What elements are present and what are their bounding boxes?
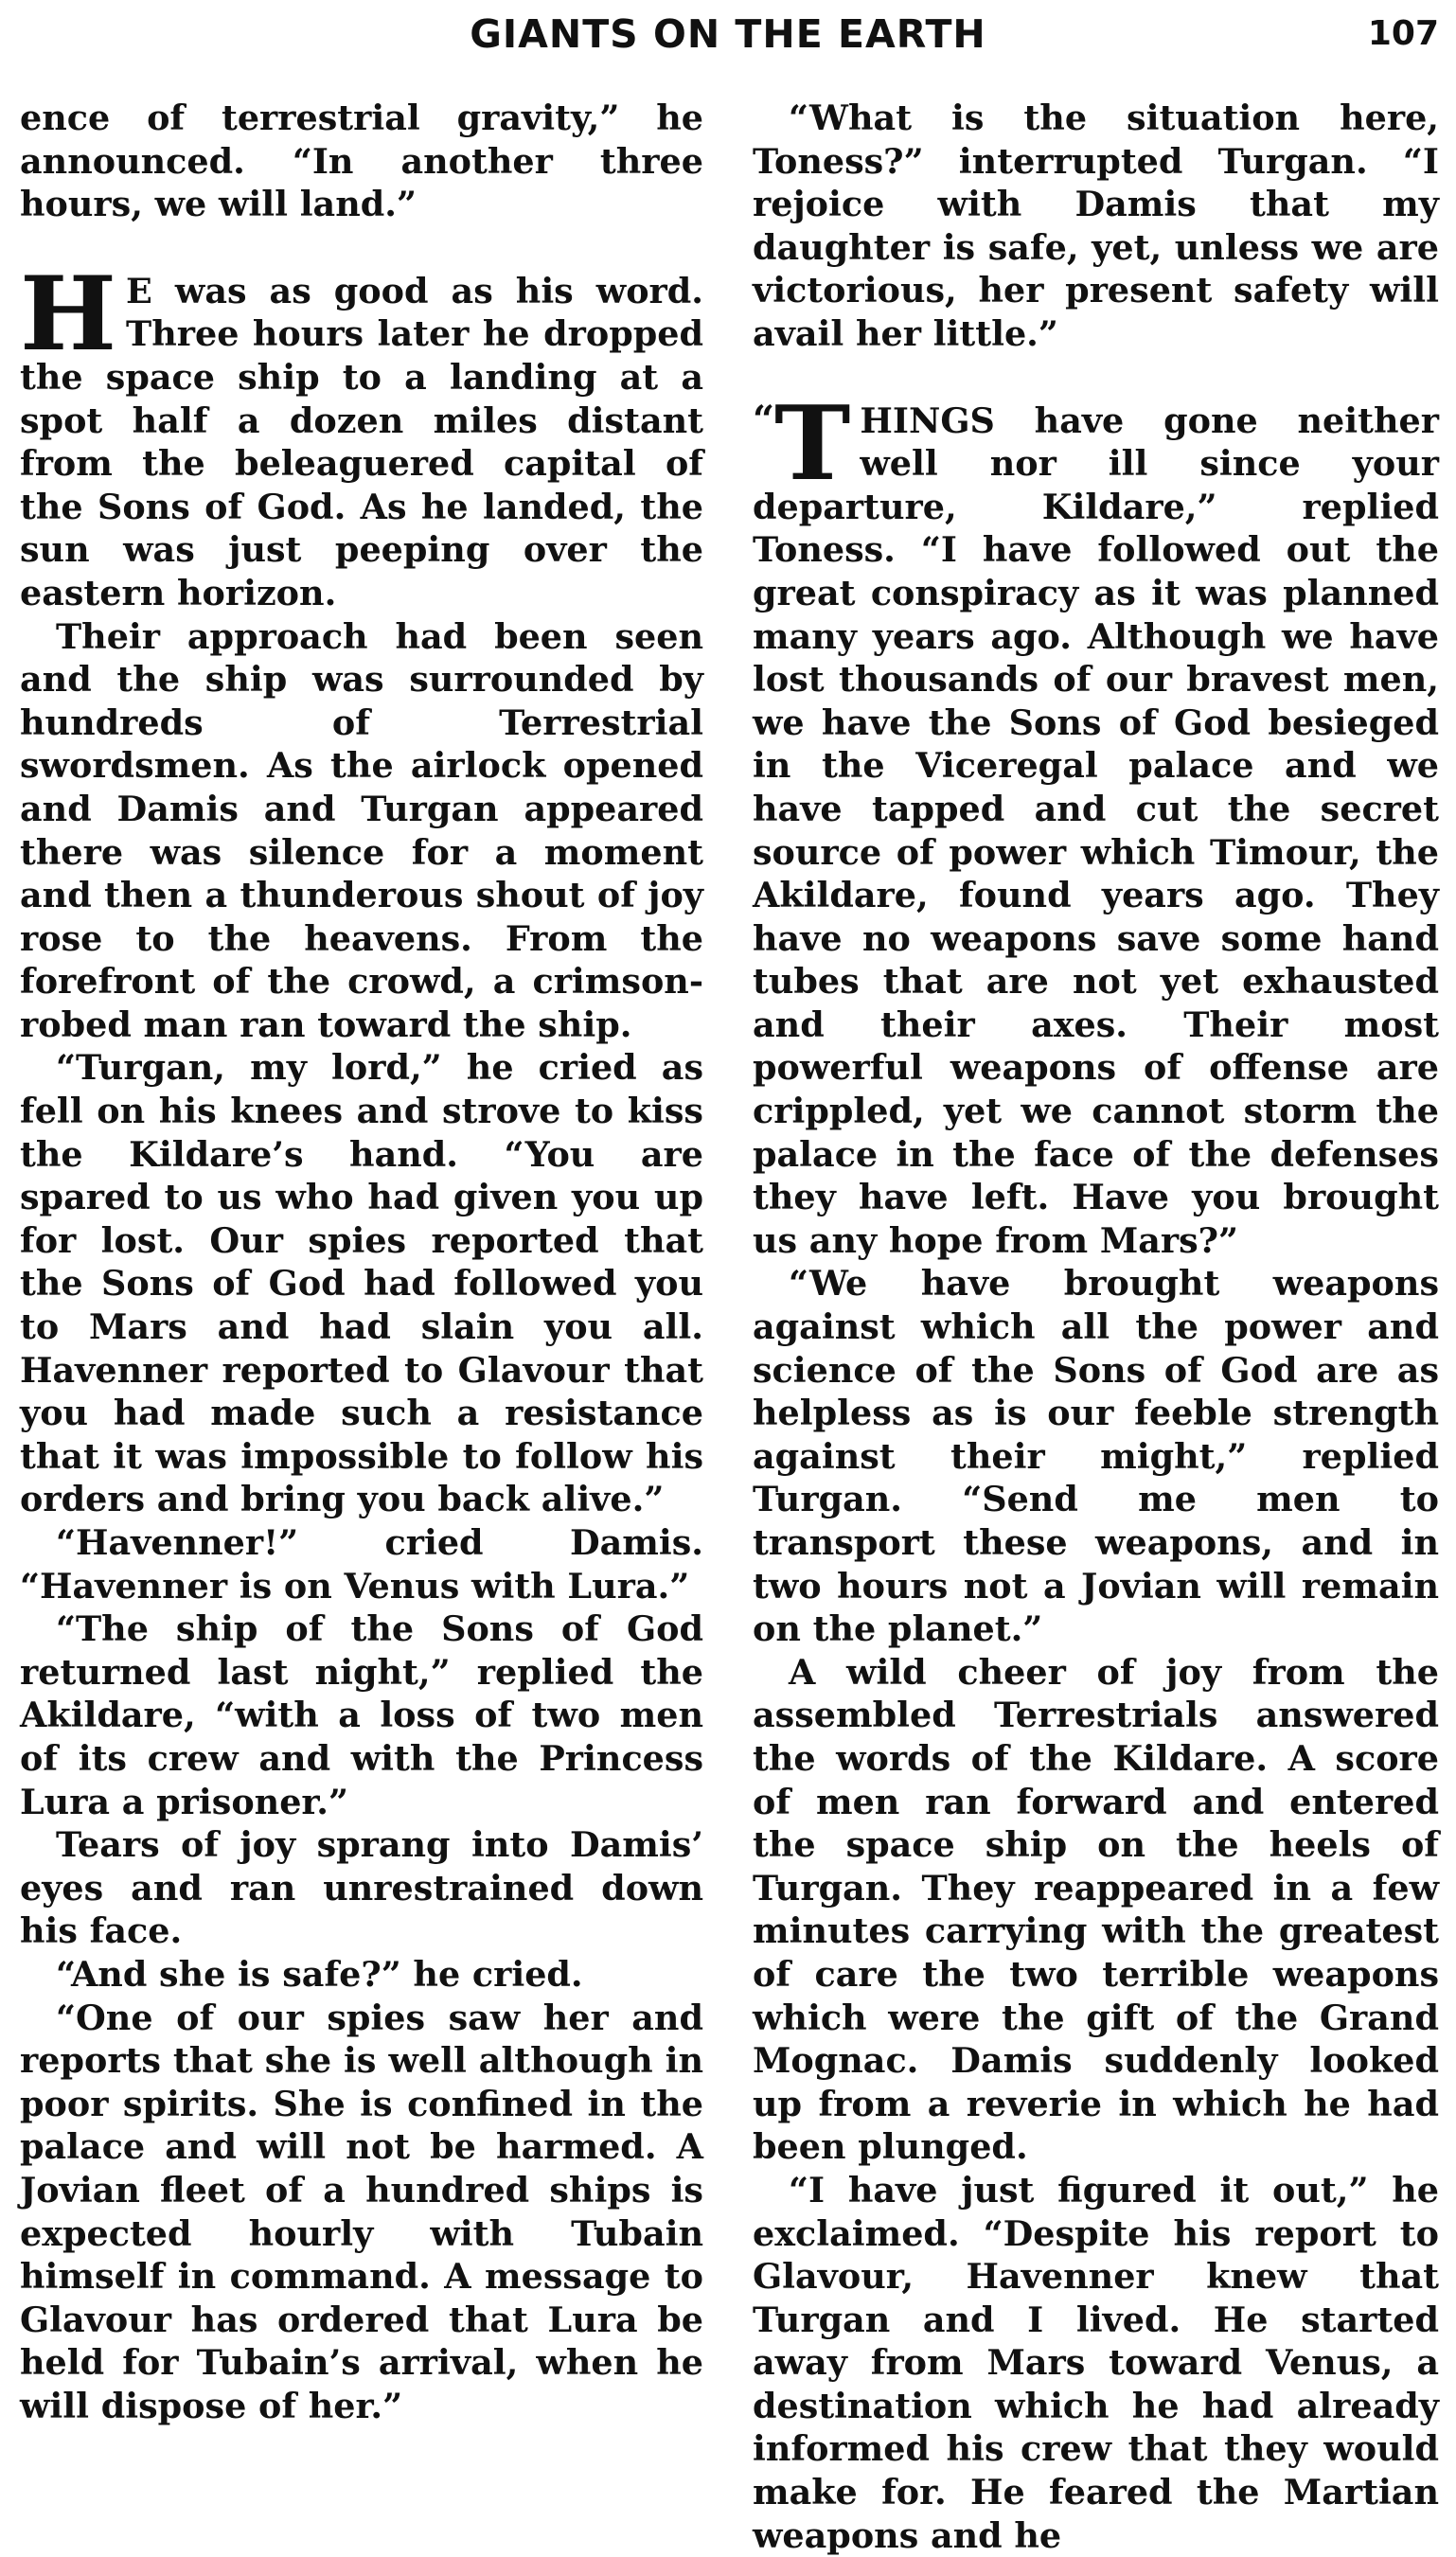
paragraph-with-dropcap <box>20 254 703 615</box>
paragraph: “And she is safe?” he cried. <box>56 1953 583 1995</box>
paragraph: Their approach had been seen and the ship was surrounded by hundreds of Terrestrial swordsmen. As the airlock opened and Damis and Turgan appeared there was silence for a moment and then a thunderous shout of joy rose to the heavens. From the forefront of the crowd, a crimson-robed man ran toward the ship. <box>20 615 703 1045</box>
paragraph-text: HINGS have gone neither well nor ill since your departure, Kildare,” replied Toness. “I have followed out the great conspiracy as it was planned many years ago. Although we have lost thousands of our bravest men, we have the Sons of God besieged in the Viceregal palace and we have tapped and cut the secret source of power which Timour, the Akildare, found years ago. They have no weapons save some hand tubes that are not yet exhausted and their axes. Their most powerful weapons of offense are crippled, yet we cannot storm the palace in the face of the defenses they have left. Have you brought us any hope from Mars?” <box>753 400 1439 1261</box>
paragraph: Tears of joy sprang into Damis’ eyes and ran unrestrained down his face. <box>20 1824 703 1952</box>
paragraph: “We have brought weapons against which all the power and science of the Sons of God are as helpless as is our feeble strength against their might,” replied Turgan. “Send me men to transport these weapons, and in two hours not a Jovian will remain on the planet.” <box>753 1263 1439 1650</box>
right-column <box>753 97 1439 2557</box>
running-title: GIANTS ON THE EARTH <box>470 11 986 57</box>
paragraph: “One of our spies saw her and reports that she is well although in poor spirits. She is confined in the palace and will not be harmed. A Jovian fleet of a hundred ships is expected hourly with Tubain himself in command. A message to Glavour has ordered that Lura be held for Tubain’s arrival, when he will dispose of her.” <box>20 1997 703 2426</box>
paragraph: A wild cheer of joy from the assembled Terrestrials answered the words of the Kildare. A score of men ran forward and entered the space ship on the heels of Turgan. They reappeared in a few minutes carrying with the greatest of care the two terrible weapons which were the gift of the Grand Mognac. Damis suddenly looked up from a reverie in which he had been plunged. <box>753 1651 1439 2168</box>
drop-cap: H <box>20 254 117 374</box>
paragraph: “The ship of the Sons of God returned last night,” replied the Akildare, “with a loss of two men of its crew and with the Princess Lura a prisoner.” <box>20 1608 703 1822</box>
page-number: 107 <box>1367 14 1439 53</box>
paragraph-text: E was as good as his word. Three hours later he dropped the space ship to a landing at a spot half a dozen miles distant from the beleaguered capital of the Sons of God. As he landed, the sun was just peeping over the eastern horizon. <box>20 270 703 613</box>
paragraph-with-dropcap <box>753 383 1439 1263</box>
left-column <box>20 97 703 2427</box>
paragraph: “I have just figured it out,” he exclaimed. “Despite his report to Glavour, Havenner knew that Turgan and I lived. He started away from Mars toward Venus, a destination which he had already informed his crew that they would make for. He feared the Martian weapons and he <box>753 2169 1439 2556</box>
drop-cap-quote: “ <box>753 397 775 442</box>
paragraph: “Turgan, my lord,” he cried as fell on his knees and strove to kiss the Kildare’s hand. “You are spared to us who had given you up for lost. Our spies reported that the Sons of God had followed you to Mars and had slain you all. Havenner reported to Glavour that you had made such a resistance that it was impossible to follow his orders and bring you back alive.” <box>20 1047 703 1520</box>
paragraph: “Havenner!” cried Damis. “Havenner is on Venus with Lura.” <box>20 1522 703 1607</box>
paragraph: “What is the situation here, Toness?” interrupted Turgan. “I rejoice with Damis that my daughter is safe, yet, unless we are victorious, her present safety will avail her little.” <box>753 98 1439 354</box>
drop-cap: T <box>774 383 851 504</box>
page-header <box>0 9 1456 59</box>
paragraph: ence of terrestrial gravity,” he announced. “In another three hours, we will land.” <box>20 98 703 225</box>
